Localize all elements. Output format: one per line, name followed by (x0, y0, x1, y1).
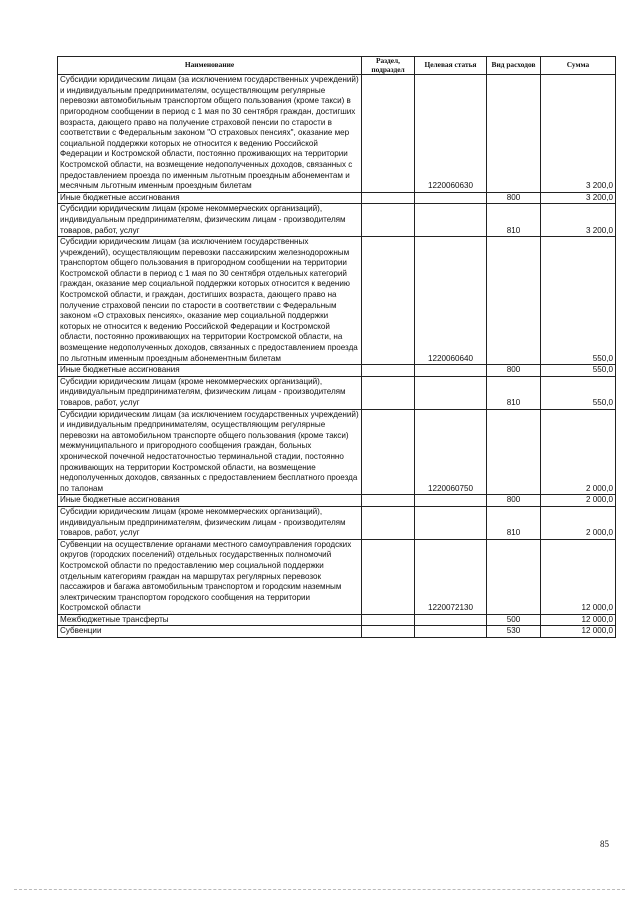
table-header-row (58, 57, 616, 75)
table-row (58, 539, 616, 614)
cell-amount: 550,0 (541, 365, 616, 377)
cell-name: Иные бюджетные ассигнования (58, 495, 362, 507)
cell-section (362, 376, 415, 409)
table-body (58, 75, 616, 638)
table-row (58, 495, 616, 507)
bottom-divider (14, 889, 625, 890)
cell-section (362, 237, 415, 365)
cell-expense-type: 810 (487, 376, 541, 409)
cell-amount: 3 200,0 (541, 204, 616, 237)
cell-target (415, 365, 487, 377)
table-row (58, 75, 616, 193)
header-target: Целевая статья (415, 57, 487, 75)
cell-expense-type (487, 75, 541, 193)
cell-target: 1220060750 (415, 409, 487, 495)
cell-expense-type: 800 (487, 495, 541, 507)
table-row (58, 204, 616, 237)
cell-section (362, 614, 415, 626)
header-name: Наименование (58, 57, 362, 75)
cell-expense-type (487, 539, 541, 614)
cell-amount: 2 000,0 (541, 495, 616, 507)
cell-amount: 12 000,0 (541, 614, 616, 626)
cell-target (415, 506, 487, 539)
cell-name: Субсидии юридическим лицам (кроме некоммерческих организаций), индивидуальным предпринимателям, физическим лицам - производителям товаров, работ, услуг (58, 506, 362, 539)
cell-expense-type: 800 (487, 192, 541, 204)
cell-amount: 2 000,0 (541, 506, 616, 539)
cell-target (415, 204, 487, 237)
cell-name: Субсидии юридическим лицам (кроме некоммерческих организаций), индивидуальным предпринимателям, физическим лицам - производителям товаров, работ, услуг (58, 204, 362, 237)
cell-target (415, 376, 487, 409)
cell-expense-type: 500 (487, 614, 541, 626)
cell-name: Межбюджетные трансферты (58, 614, 362, 626)
cell-target: 1220072130 (415, 539, 487, 614)
cell-section (362, 192, 415, 204)
table-row (58, 376, 616, 409)
cell-target (415, 192, 487, 204)
cell-amount: 3 200,0 (541, 192, 616, 204)
cell-expense-type: 810 (487, 506, 541, 539)
cell-section (362, 365, 415, 377)
cell-expense-type: 530 (487, 626, 541, 638)
cell-target (415, 614, 487, 626)
cell-target (415, 495, 487, 507)
table-row (58, 506, 616, 539)
table-row (58, 614, 616, 626)
cell-section (362, 204, 415, 237)
cell-section (362, 75, 415, 193)
cell-target: 1220060630 (415, 75, 487, 193)
cell-expense-type: 800 (487, 365, 541, 377)
cell-name: Иные бюджетные ассигнования (58, 365, 362, 377)
cell-expense-type (487, 237, 541, 365)
cell-name: Субсидии юридическим лицам (за исключением государственных учреждений), осуществляющим перевозки пассажирским железнодорожным транспортом общего пользования в пригородном сообщении на территории Костромской области в период с 1 мая по 30 сентября отдельных категорий граждан, оказание мер социальной поддержки которых относится к ведению Костромской области, и граждан, достигших возраста, дающего право на получение страховой пенсии по старости в соответствии с Федеральным законом «О страховых пенсиях», оказание мер социальной поддержки которых не относится к ведению Российской Федерации и Костромской области, постоянно проживающих на территории Костромской области, на возмещение недополученных доходов, связанных с предоставлением проезда по льготным именным проездным абонементным билетам (58, 237, 362, 365)
page-number: 85 (600, 839, 609, 849)
cell-name: Субсидии юридическим лицам (кроме некоммерческих организаций), индивидуальным предпринимателям, физическим лицам - производителям товаров, работ, услуг (58, 376, 362, 409)
cell-amount: 550,0 (541, 237, 616, 365)
cell-name: Субвенции (58, 626, 362, 638)
cell-section (362, 506, 415, 539)
header-expense-type: Вид расходов (487, 57, 541, 75)
table-row (58, 409, 616, 495)
cell-amount: 3 200,0 (541, 75, 616, 193)
cell-name: Субсидии юридическим лицам (за исключением государственных учреждений) и индивидуальным предпринимателям, осуществляющим регулярные перевозки на автомобильном транспорте общего пользования (кроме такси) межмуниципального и пригородного сообщения граждан, больных хронической почечной недостаточностью терминальной стадии, постоянно проживающих на территории Костромской области, на возмещение недополученных доходов, связанных с предоставлением бесплатного проезда по талонам (58, 409, 362, 495)
table-row (58, 237, 616, 365)
cell-target (415, 626, 487, 638)
table-row (58, 626, 616, 638)
cell-expense-type (487, 409, 541, 495)
cell-expense-type: 810 (487, 204, 541, 237)
header-section: Раздел, подраздел (362, 57, 415, 75)
cell-amount: 12 000,0 (541, 539, 616, 614)
cell-section (362, 495, 415, 507)
table-row (58, 365, 616, 377)
cell-amount: 12 000,0 (541, 626, 616, 638)
cell-name: Субсидии юридическим лицам (за исключением государственных учреждений) и индивидуальным предпринимателям, осуществляющим регулярные перевозки автомобильным транспортом общего пользования (кроме такси) в пригородном сообщении в период с 1 мая по 30 сентября граждан, достигших возраста, дающего право на получение страховой пенсии по старости в соответствии с Федеральным законом "О страховых пенсиях", оказание мер социальной поддержки которых не относится к ведению Российской Федерации и Костромской области, постоянно проживающих на территории Костромской области, на возмещение недополученных доходов, связанных с предоставлением проезда по именным льготным проездным абонементам и месячным льготным именным проездным билетам (58, 75, 362, 193)
cell-section (362, 539, 415, 614)
cell-amount: 2 000,0 (541, 409, 616, 495)
cell-section (362, 626, 415, 638)
cell-name: Субвенции на осуществление органами местного самоуправления городских округов (городских поселений) отдельных государственных полномочий Костромской области по предоставлению мер социальной поддержки отдельным категориям граждан на маршрутах регулярных перевозок пассажиров и багажа автомобильным транспортом и городским наземным электрическим транспортом городского сообщения на территории Костромской области (58, 539, 362, 614)
cell-section (362, 409, 415, 495)
cell-amount: 550,0 (541, 376, 616, 409)
cell-name: Иные бюджетные ассигнования (58, 192, 362, 204)
header-amount: Сумма (541, 57, 616, 75)
table-row (58, 192, 616, 204)
cell-target: 1220060640 (415, 237, 487, 365)
budget-table (57, 56, 616, 638)
